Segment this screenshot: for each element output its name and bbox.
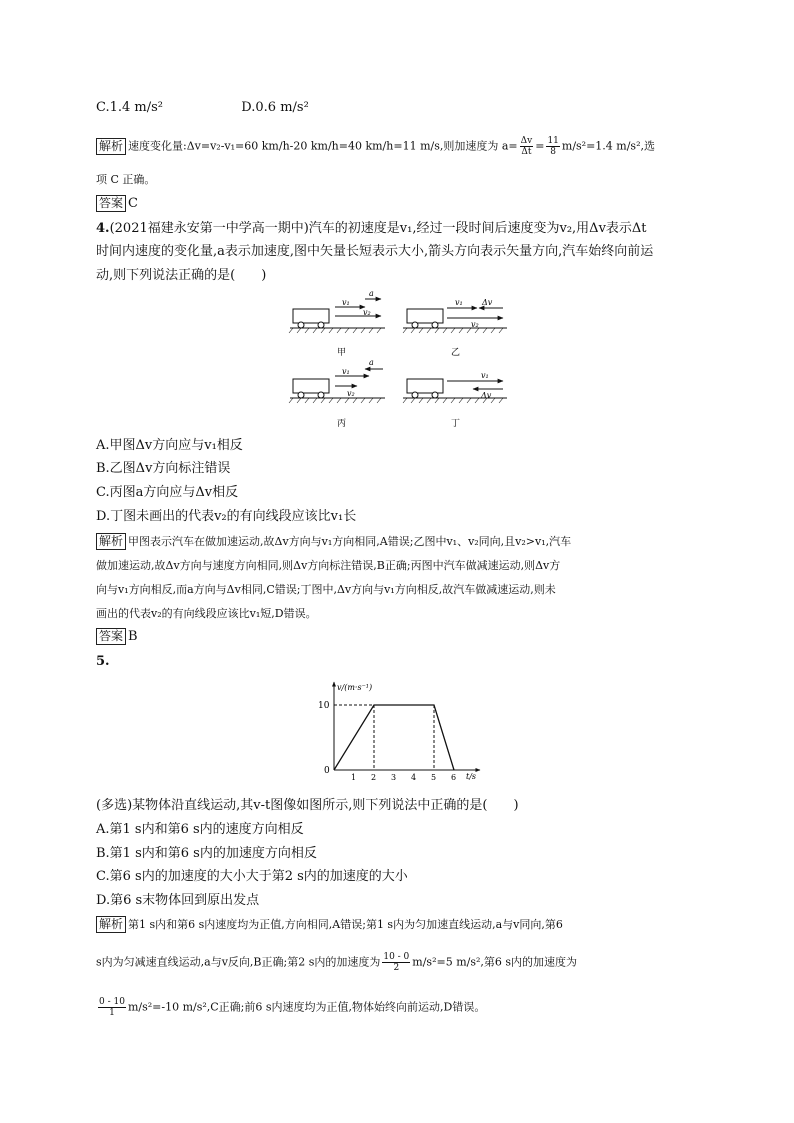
- svg-text:v₁: v₁: [455, 298, 463, 307]
- q3-answer: 答案 C: [96, 194, 138, 214]
- analysis-tag: 解析: [96, 916, 126, 933]
- q5-stem: (多选)某物体沿直线运动,其v-t图像如图所示,则下列说法中正确的是( ): [96, 798, 519, 813]
- fraction-10-2: $\frac{10 - 0}{2}$: [383, 952, 410, 973]
- q4-analysis-line4: 画出的代表v₂的有向线段应该比v₁短,D错误。: [96, 607, 317, 620]
- x-tick-label: 6: [451, 773, 457, 782]
- car-bing: [289, 358, 385, 429]
- car-ding: [403, 371, 507, 429]
- svg-text:v₁: v₁: [342, 367, 350, 376]
- fraction-11-8: $\frac{11}{8}$: [547, 136, 559, 157]
- q4-stem-line2: 时间内速度的变化量,a表示加速度,图中矢量长短表示大小,箭头方向表示矢量方向,汽车始终向前运: [96, 244, 654, 259]
- svg-text:Δv: Δv: [481, 391, 492, 400]
- q4-option-b: B.乙图Δv方向标注错误: [96, 461, 231, 476]
- fraction-dv-dt: $\frac{\Delta v}{\Delta t}$: [520, 136, 533, 157]
- x-tick-label: 2: [371, 773, 377, 782]
- q4-option-d: D.丁图未画出的代表v₂的有向线段应该比v₁长: [96, 509, 357, 524]
- svg-text:a: a: [369, 289, 374, 298]
- x-tick-label: 4: [411, 773, 417, 782]
- svg-text:Δv: Δv: [482, 298, 493, 307]
- q3-option-d: D.0.6 m/s²: [241, 100, 309, 115]
- q5-analysis-line1: 解析 第1 s内和第6 s内速度均为正值,方向相同,A错误;第1 s内为匀加速直线运动,a与v同向,第6: [96, 915, 563, 935]
- analysis-tag: 解析: [96, 138, 126, 155]
- q4-option-a: A.甲图Δv方向应与v₁相反: [96, 438, 243, 453]
- q5-analysis-line3: $\frac{0 - 10}{1}$ m/s²=-10 m/s²,C正确;前6 s内速度均为正值,物体始终向前运动,D错误。: [99, 997, 486, 1018]
- svg-text:a: a: [369, 358, 374, 367]
- q4-analysis-line2: 做加速运动,故Δv方向与速度方向相同,则Δv方向标注错误,B正确;丙图中汽车做减速运动,则Δv方: [96, 559, 561, 572]
- q5-analysis-line2: s内为匀减速直线运动,a与v反向,B正确;第2 s内的加速度为 $\frac{10 - 0}{2}$ m/s²=5 m/s²,第6 s内的加速度为: [96, 952, 578, 973]
- q3-analysis-line1: 解析 速度变化量:Δv=v₂-v₁=60 km/h-20 km/h=40 km/h=11 m/s,则加速度为 a= $\frac{\Delta v}{\Delta t}$ = $\frac{11}{8}$ m/s²=1.4 m/s²,选: [96, 136, 655, 157]
- x-tick-label: 3: [391, 773, 397, 782]
- q4-stem-line3: 动,则下列说法正确的是( ): [96, 268, 267, 283]
- vt-chart: [300, 678, 490, 786]
- origin-label: 0: [324, 766, 330, 776]
- vt-series-line: [334, 705, 454, 770]
- x-tick-label: 5: [431, 773, 437, 782]
- label-jia: 甲: [337, 348, 347, 358]
- svg-text:v₁: v₁: [481, 371, 489, 380]
- q4-analysis-line3: 向与v₁方向相反,而a方向与Δv相同,C错误;丁图中,Δv方向与v₁方向相反,故汽车做减速运动,则未: [96, 583, 556, 596]
- label-ding: 丁: [451, 419, 461, 429]
- q5-option-c: C.第6 s内的加速度的大小大于第2 s内的加速度的大小: [96, 869, 408, 884]
- q4-answer: 答案 B: [96, 627, 138, 647]
- q4-stem-line1: 4.(2021福建永安第一中学高一期中)汽车的初速度是v₁,经过一段时间后速度变为v₂,用Δv表示Δt: [96, 221, 647, 236]
- q5-option-a: A.第1 s内和第6 s内的速度方向相反: [96, 822, 304, 837]
- svg-text:v₂: v₂: [363, 308, 371, 317]
- q3-option-c: C.1.4 m/s²: [96, 100, 164, 115]
- analysis-tag: 解析: [96, 533, 126, 550]
- q4-option-c: C.丙图a方向应与Δv相反: [96, 485, 239, 500]
- answer-tag: 答案: [96, 628, 126, 645]
- car-jia: [289, 289, 385, 358]
- q4-vector-figure: [285, 285, 515, 435]
- q5-option-b: B.第1 s内和第6 s内的加速度方向相反: [96, 846, 317, 861]
- fraction-0-10: $\frac{0 - 10}{1}$: [99, 997, 125, 1018]
- q3-options: [96, 98, 309, 118]
- y-axis-label: v/(m·s⁻¹): [337, 683, 373, 692]
- label-yi: 乙: [451, 348, 461, 358]
- q3-analysis-line2: 项 C 正确。: [96, 173, 156, 186]
- svg-text:v₁: v₁: [342, 298, 350, 307]
- q5-option-d: D.第6 s末物体回到原出发点: [96, 893, 260, 908]
- svg-text:v₂: v₂: [347, 389, 355, 398]
- y-tick-label: 10: [318, 701, 330, 711]
- x-tick-label: 1: [351, 773, 357, 782]
- answer-tag: 答案: [96, 195, 126, 212]
- x-axis-label: t/s: [466, 772, 477, 781]
- q4-analysis-line1: 解析 甲图表示汽车在做加速运动,故Δv方向与v₁方向相同,A错误;乙图中v₁、v₂同向,且v₂>v₁,汽车: [96, 532, 571, 552]
- q5-number: 5.: [96, 654, 110, 669]
- car-yi: [403, 298, 507, 358]
- svg-text:v₂: v₂: [471, 320, 479, 329]
- label-bing: 丙: [337, 419, 347, 429]
